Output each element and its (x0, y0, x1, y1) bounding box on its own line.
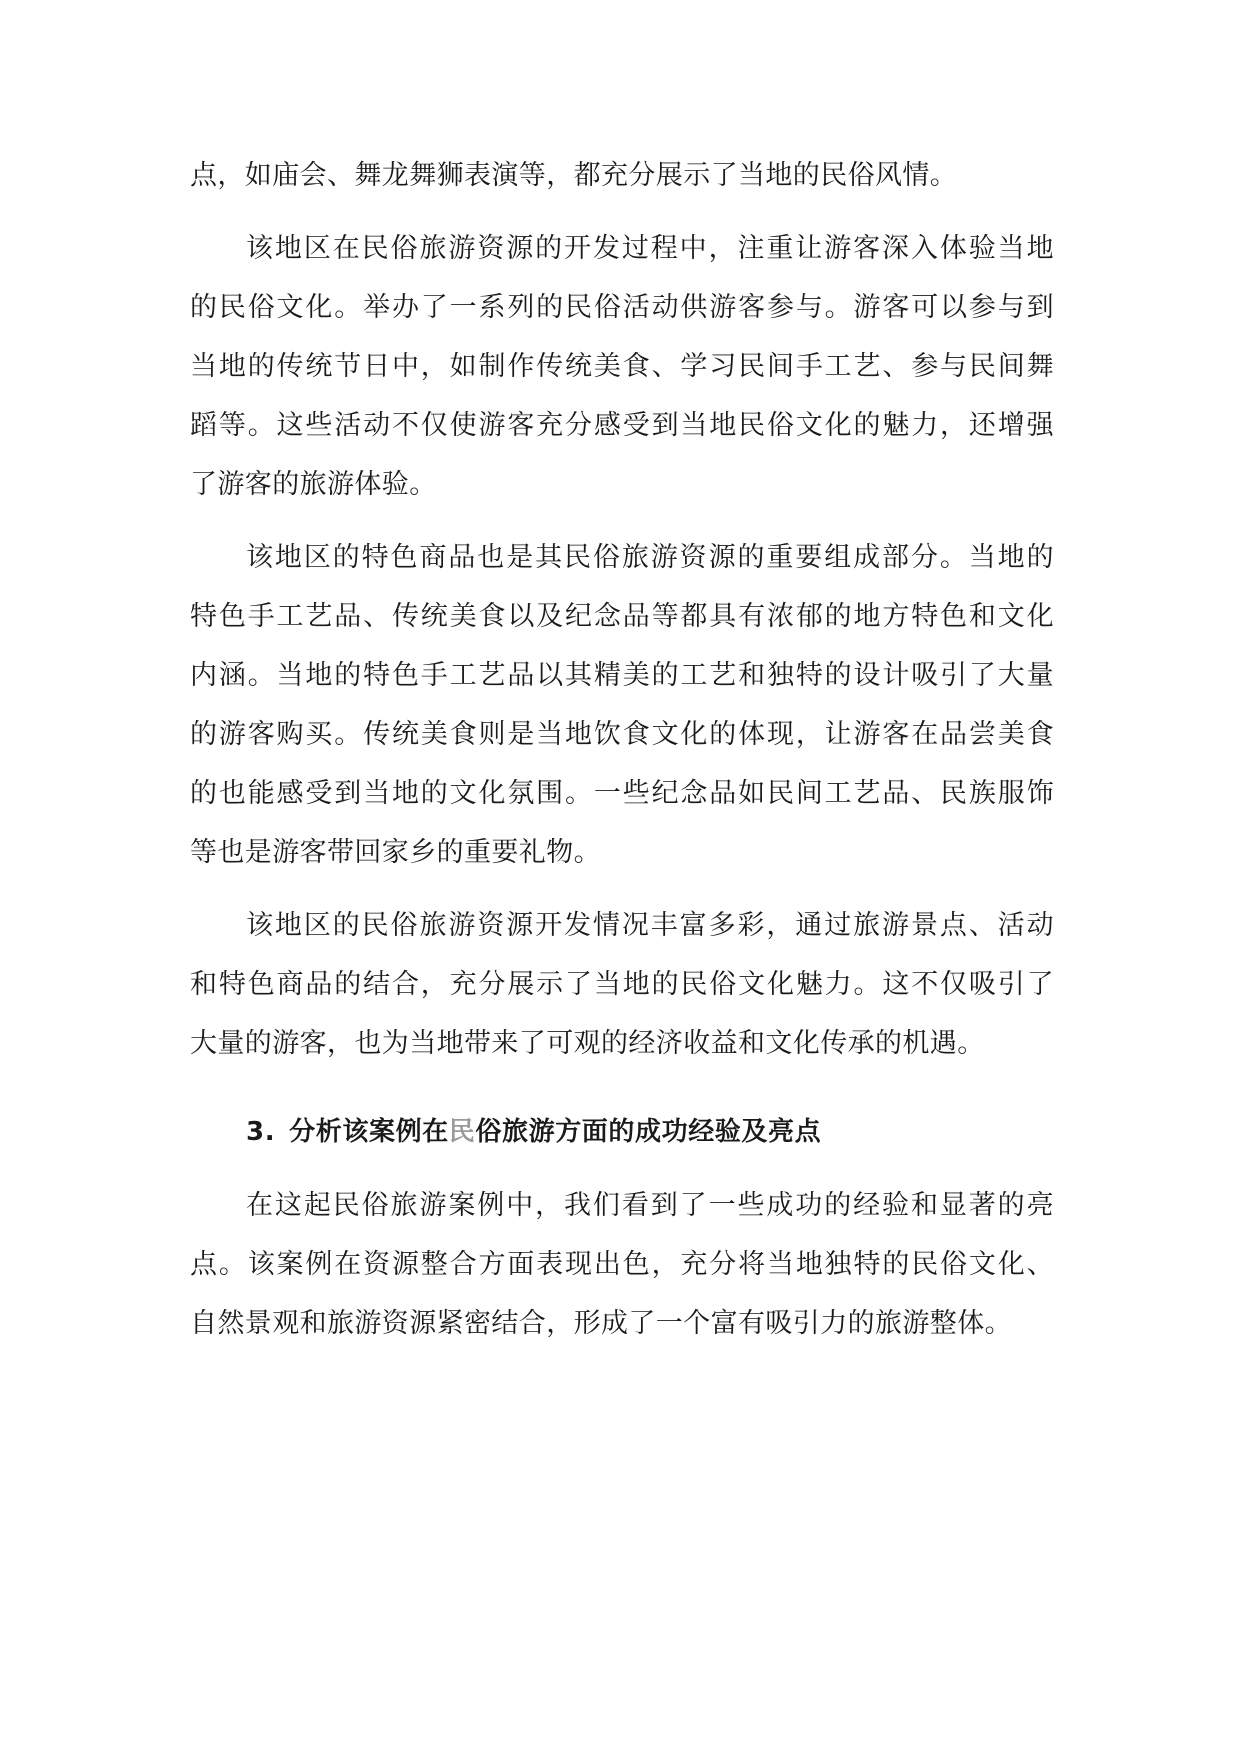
text-line: 了游客的旅游体验。 (190, 469, 437, 500)
section-gap (190, 1073, 1054, 1103)
paragraph-gap (190, 1162, 1054, 1176)
text-line: 的也能感受到当地的文化氛围。一些纪念品如民间工艺品、民族服饰 (190, 778, 1054, 809)
paragraph-gap (190, 514, 1054, 528)
text-line: 内涵。当地的特色手工艺品以其精美的工艺和独特的设计吸引了大量 (190, 660, 1054, 691)
text-line: 该地区的特色商品也是其民俗旅游资源的重要组成部分。当地的 (246, 542, 1054, 573)
text-line: 点。该案例在资源整合方面表现出色，充分将当地独特的民俗文化、 (190, 1249, 1054, 1280)
paragraph-continuation (190, 146, 1054, 205)
section-title-faint-char: 民 (448, 1117, 476, 1147)
text-line: 当地的传统节日中，如制作传统美食、学习民间手工艺、参与民间舞 (190, 351, 1054, 382)
paragraph-products (190, 528, 1054, 882)
text-line: 该地区的民俗旅游资源开发情况丰富多彩，通过旅游景点、活动 (246, 910, 1054, 941)
text-line: 自然景观和旅游资源紧密结合，形成了一个富有吸引力的旅游整体。 (190, 1308, 1012, 1339)
paragraph-experience (190, 219, 1054, 514)
section-number: 3. (246, 1117, 276, 1147)
section-title-part: 俗旅游方面的成功经验及亮点 (475, 1117, 822, 1147)
paragraph-gap (190, 882, 1054, 896)
body-text (190, 146, 1054, 1353)
text-line: 蹈等。这些活动不仅使游客充分感受到当地民俗文化的魅力，还增强 (190, 410, 1054, 441)
paragraph-gap (190, 205, 1054, 219)
text-line: 在这起民俗旅游案例中，我们看到了一些成功的经验和显著的亮 (246, 1190, 1054, 1221)
text-line: 的游客购买。传统美食则是当地饮食文化的体现，让游客在品尝美食 (190, 719, 1054, 750)
text-line: 大量的游客，也为当地带来了可观的经济收益和文化传承的机遇。 (190, 1028, 985, 1059)
text-line: 特色手工艺品、传统美食以及纪念品等都具有浓郁的地方特色和文化 (190, 601, 1054, 632)
paragraph-success (190, 1176, 1054, 1353)
text-line: 该地区在民俗旅游资源的开发过程中，注重让游客深入体验当地 (246, 233, 1054, 264)
text-line: 点，如庙会、舞龙舞狮表演等，都充分展示了当地的民俗风情。 (190, 160, 958, 191)
text-line: 和特色商品的结合，充分展示了当地的民俗文化魅力。这不仅吸引了 (190, 969, 1054, 1000)
text-line: 的民俗文化。举办了一系列的民俗活动供游客参与。游客可以参与到 (190, 292, 1054, 323)
text-line: 等也是游客带回家乡的重要礼物。 (190, 837, 601, 868)
paragraph-summary (190, 896, 1054, 1073)
section-heading (190, 1103, 1054, 1162)
section-title-part: 分析该案例在 (289, 1117, 449, 1147)
